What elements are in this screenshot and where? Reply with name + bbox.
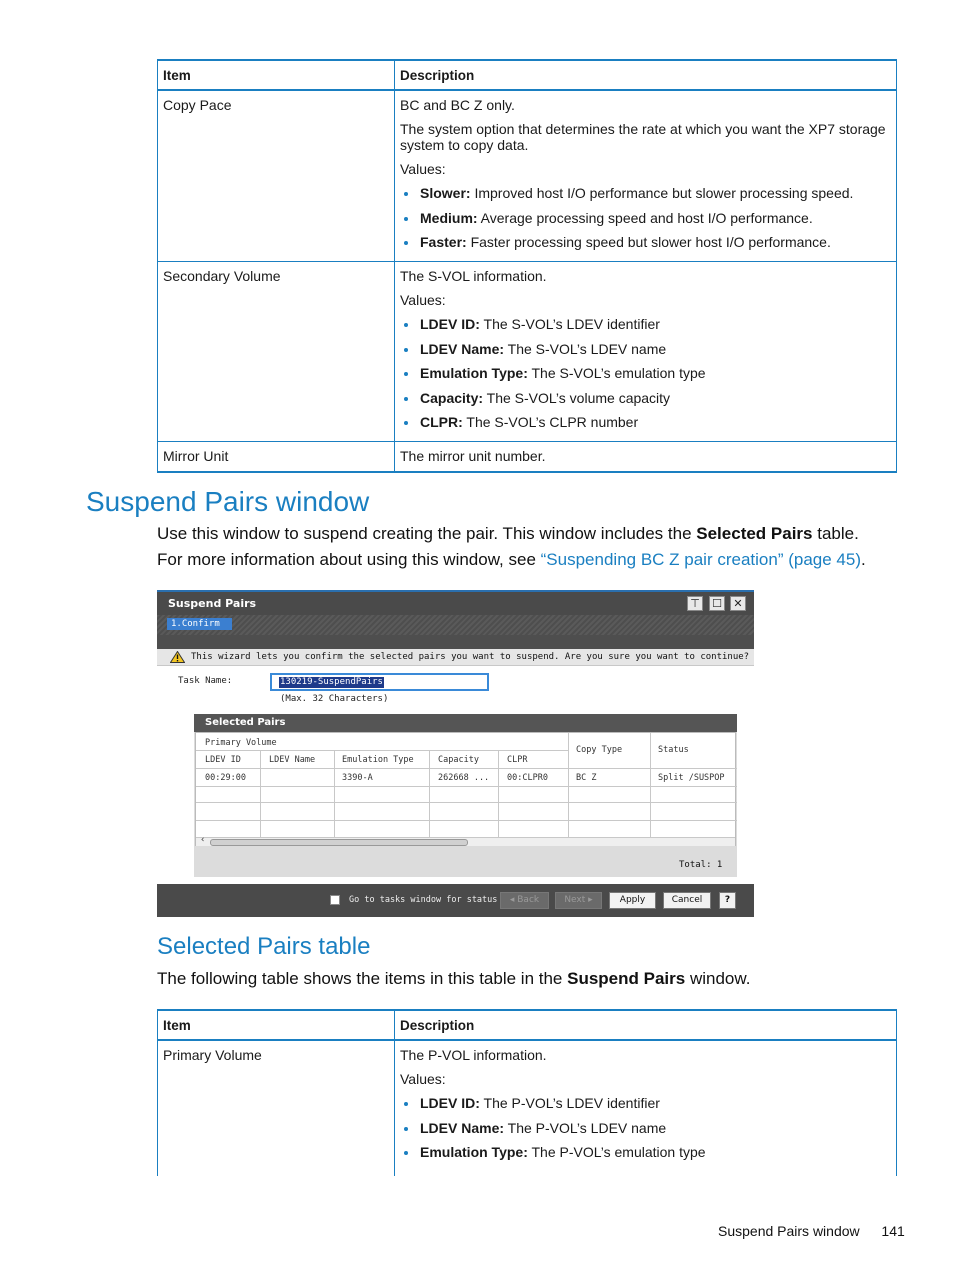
list-item: CLPR: The S-VOL’s CLPR number <box>420 414 891 430</box>
close-icon[interactable]: ✕ <box>730 596 746 611</box>
go-to-tasks-label: Go to tasks window for status <box>349 895 498 905</box>
footer-section: Suspend Pairs window <box>718 1223 860 1239</box>
description-cell <box>395 90 897 262</box>
list-item: Emulation Type: The S-VOL’s emulation type <box>420 365 891 381</box>
table-cell: 3390-A <box>342 773 373 783</box>
description-text: The P-VOL information. <box>400 1047 547 1063</box>
description-cell <box>395 442 897 473</box>
table-row <box>158 262 897 442</box>
subsection-title: Selected Pairs table <box>157 933 371 960</box>
step-confirm[interactable]: 1.Confirm <box>167 618 232 630</box>
help-button[interactable]: ? <box>719 892 736 909</box>
description-text: Values: <box>400 1071 446 1087</box>
page-number: 141 <box>881 1223 905 1239</box>
column-header[interactable]: LDEV Name <box>269 755 316 765</box>
scroll-left-icon[interactable]: ‹ <box>200 835 206 845</box>
table-row <box>158 442 897 473</box>
section-title: Suspend Pairs window <box>86 486 370 517</box>
description-text: Values: <box>400 292 446 308</box>
column-header[interactable]: Status <box>658 745 689 755</box>
list-item: Faster: Faster processing speed but slower host I/O performance. <box>420 234 891 250</box>
list-item: LDEV Name: The S-VOL’s LDEV name <box>420 341 891 357</box>
description-text: The S-VOL information. <box>400 268 547 284</box>
list-item: Emulation Type: The P-VOL’s emulation type <box>420 1144 891 1160</box>
back-button[interactable]: ◂ Back <box>500 892 549 909</box>
description-text: Values: <box>400 161 446 177</box>
list-item: LDEV ID: The P-VOL’s LDEV identifier <box>420 1095 891 1111</box>
header-description: Description <box>395 1010 897 1040</box>
table-row <box>158 1040 897 1176</box>
button-bar <box>157 884 754 917</box>
header-description: Description <box>395 60 897 90</box>
header-item: Item <box>158 1010 395 1040</box>
page-footer <box>718 1223 905 1239</box>
table-row <box>158 90 897 262</box>
list-item: Slower: Improved host I/O performance but slower processing speed. <box>420 185 891 201</box>
table-cell: 00:CLPR0 <box>507 773 548 783</box>
wizard-steps <box>157 615 754 635</box>
selected-pairs-panel <box>194 714 737 877</box>
next-button[interactable]: Next ▸ <box>555 892 602 909</box>
horizontal-scrollbar[interactable] <box>196 837 735 846</box>
intro-line: Use this window to suspend creating the pair. This window includes the Selected Pairs table. <box>157 524 859 543</box>
list-item: Capacity: The S-VOL’s volume capacity <box>420 390 891 406</box>
table-copy-settings <box>157 59 897 473</box>
suspend-pairs-window <box>157 590 754 917</box>
list-item: Medium: Average processing speed and host I/O performance. <box>420 210 891 226</box>
task-name-hint: (Max. 32 Characters) <box>280 694 389 704</box>
cross-reference-link[interactable]: “Suspending BC Z pair creation” (page 45) <box>540 550 861 569</box>
selected-pairs-title: Selected Pairs <box>194 714 737 732</box>
description-text: The mirror unit number. <box>400 448 546 464</box>
scrollbar-thumb[interactable] <box>210 839 468 846</box>
column-header[interactable]: LDEV ID <box>205 755 241 765</box>
table-cell: BC Z <box>576 773 597 783</box>
description-text: BC and BC Z only. <box>400 97 515 113</box>
table-cell: Split /SUSPOP <box>658 773 725 783</box>
item-cell: Mirror Unit <box>158 442 395 473</box>
window-title-bar <box>157 590 754 615</box>
go-to-tasks-checkbox[interactable] <box>330 895 340 905</box>
task-name-input[interactable]: 130219-SuspendPairs <box>270 673 489 691</box>
description-text: The system option that determines the rate at which you want the XP7 storage system to copy data. <box>400 121 886 153</box>
warning-text: This wizard lets you confirm the selected pairs you want to suspend. Are you sure you want to continue? <box>191 652 750 662</box>
subsection-intro: The following table shows the items in this table in the Suspend Pairs window. <box>157 969 751 988</box>
warning-bar <box>157 649 754 666</box>
list-item: LDEV Name: The P-VOL’s LDEV name <box>420 1120 891 1136</box>
description-cell <box>395 1040 897 1176</box>
apply-button[interactable]: Apply <box>609 892 656 909</box>
column-header[interactable]: Copy Type <box>576 745 623 755</box>
maximize-icon[interactable]: ☐ <box>709 596 725 611</box>
table-cell: 262668 ... <box>438 773 490 783</box>
column-header[interactable]: Capacity <box>438 755 479 765</box>
total-count: Total: 1 <box>679 860 723 870</box>
table-cell: 00:29:00 <box>205 773 246 783</box>
group-header-primary-volume: Primary Volume <box>205 738 277 748</box>
pin-icon[interactable]: ⊤ <box>687 596 703 611</box>
reference-line: For more information about using this window, see “Suspending BC Z pair creation” (page 45). <box>157 550 866 569</box>
divider <box>157 635 754 649</box>
table-selected-pairs <box>157 1009 897 1176</box>
item-cell: Copy Pace <box>158 90 395 262</box>
warning-icon <box>170 651 185 663</box>
cancel-button[interactable]: Cancel <box>663 892 711 909</box>
description-cell <box>395 262 897 442</box>
item-cell: Primary Volume <box>158 1040 395 1176</box>
item-cell: Secondary Volume <box>158 262 395 442</box>
task-name-label: Task Name: <box>178 676 233 686</box>
list-item: LDEV ID: The S-VOL’s LDEV identifier <box>420 316 891 332</box>
selected-pairs-grid <box>195 732 736 846</box>
column-header[interactable]: Emulation Type <box>342 755 414 765</box>
window-title: Suspend Pairs <box>168 597 257 610</box>
header-item: Item <box>158 60 395 90</box>
column-header[interactable]: CLPR <box>507 755 528 765</box>
